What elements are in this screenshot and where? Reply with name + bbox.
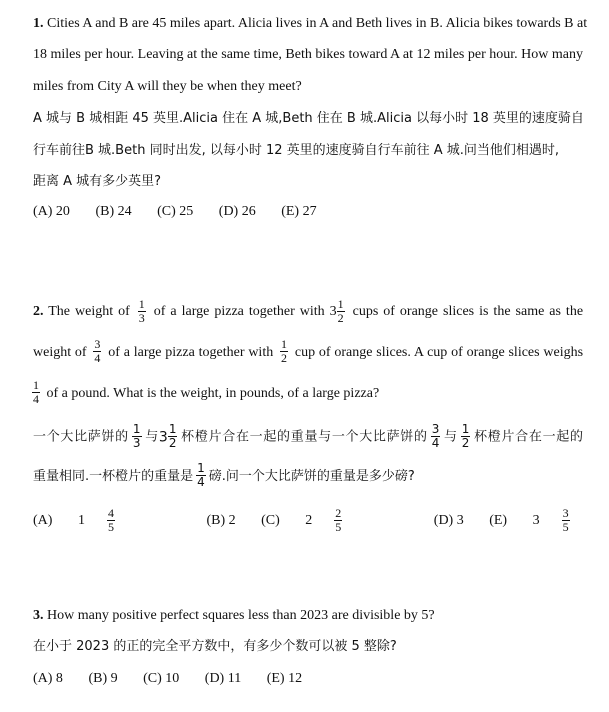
frac-num: 4	[107, 505, 114, 520]
mixed-three-and-half	[329, 296, 348, 325]
q2-en-text: of a pound. What is the weight, in pounds, of a large pizza?	[46, 386, 380, 401]
q1-option-d[interactable]: (D) 26	[218, 204, 256, 219]
q3-en-line-1	[33, 606, 583, 626]
q2-cn-line-2	[33, 461, 583, 493]
frac-den: 4	[33, 392, 39, 407]
frac-num: 3	[94, 337, 101, 352]
option-label: (A)	[33, 513, 53, 529]
q2-en-line-3	[29, 378, 579, 410]
fraction-one-third	[138, 298, 146, 325]
q1-text-line-1	[33, 14, 588, 34]
q2-en-line-2	[33, 337, 583, 369]
q3-cn-line-1: 在小于 2023 的正的完全平方数中，有多少个数可以被 5 整除?	[33, 639, 397, 654]
frac-num: 1	[132, 421, 141, 436]
fraction-one-third	[132, 423, 142, 450]
q3-options	[33, 669, 583, 689]
frac-den: 3	[138, 310, 145, 325]
q1-option-e[interactable]: (E) 27	[281, 204, 317, 219]
q2-option-d[interactable]: (D) 3	[433, 513, 464, 529]
q3-en-text: How many positive perfect squares less than 2023 are divisible by 5?	[47, 608, 435, 623]
mixed-whole: 1	[77, 513, 85, 528]
mixed-whole: 3	[329, 304, 337, 319]
mixed-three-and-half	[158, 421, 181, 450]
q2-cn-text: 一个大比萨饼的	[33, 429, 129, 445]
q1-option-c[interactable]: (C) 25	[157, 204, 194, 219]
q2-number: 2.	[33, 304, 44, 320]
q2-en-text: The weight of	[48, 304, 130, 320]
q2-en-text: of a large pizza together with	[108, 345, 274, 360]
frac-den: 5	[562, 519, 569, 534]
fraction-one-quarter	[196, 462, 206, 489]
frac-num: 1	[461, 421, 470, 436]
q2-option-b[interactable]: (B) 2	[206, 513, 236, 529]
q1-number: 1.	[33, 16, 44, 31]
q1-cn-line-1: A 城与 B 城相距 45 英里.Alicia 住在 A 城,Beth 住在 B 城.Alicia 以每小时 18 英里的速度骑自	[33, 111, 584, 126]
frac-den: 4	[197, 475, 205, 489]
q1-options	[33, 202, 583, 222]
frac-den: 5	[335, 519, 342, 534]
q3-option-c[interactable]: (C) 10	[143, 671, 180, 686]
q2-option-a[interactable]	[33, 505, 181, 537]
frac-den: 3	[132, 435, 141, 450]
option-label: (C)	[261, 513, 280, 529]
q1-option-b[interactable]: (B) 24	[95, 204, 132, 219]
frac-den: 5	[107, 519, 114, 534]
q2-en-text: cup of orange slices. A cup of orange slices weighs	[294, 345, 584, 360]
fraction-one-half	[280, 338, 288, 365]
mixed-whole: 3	[158, 429, 168, 445]
q3-option-e[interactable]: (E) 12	[266, 671, 303, 686]
q3-number: 3.	[33, 608, 44, 623]
frac-num: 1	[33, 378, 39, 393]
q2-options	[33, 505, 583, 537]
q2-en-text: of a large pizza together with	[153, 304, 325, 320]
mixed-whole: 3	[532, 513, 540, 528]
q1-option-a[interactable]: (A) 20	[33, 204, 70, 219]
fraction-three-quarters	[431, 423, 441, 450]
mixed-whole: 2	[305, 513, 313, 528]
frac-num: 3	[562, 505, 569, 520]
fraction-one-half	[461, 423, 471, 450]
frac-den: 4	[94, 351, 101, 366]
q2-cn-text: 杯橙片合在一起的	[473, 429, 583, 445]
q3-option-b[interactable]: (B) 9	[88, 671, 118, 686]
q2-cn-text: 重量相同.一杯橙片的重量是	[33, 469, 194, 484]
q2-cn-text: 与	[443, 429, 458, 445]
frac-den: 4	[431, 435, 440, 450]
q1-en-line-2: 18 miles per hour. Leaving at the same time, Beth bikes toward A at 12 miles per hour. How many	[33, 47, 583, 62]
q1-en-line-3: miles from City A will they be when they meet?	[33, 79, 302, 94]
frac-num: 1	[168, 421, 177, 436]
frac-num: 1	[138, 296, 145, 311]
frac-den: 2	[281, 351, 288, 366]
frac-den: 2	[461, 435, 470, 450]
q1-cn-line-2: 行车前往B 城.Beth 同时出发, 以每小时 12 英里的速度骑自行车前往 A 城.问当他们相遇时,	[33, 143, 560, 158]
q3-option-a[interactable]: (A) 8	[33, 671, 63, 686]
q2-cn-line-1	[33, 421, 583, 453]
frac-num: 1	[337, 296, 344, 311]
frac-num: 2	[335, 505, 342, 520]
q3-option-d[interactable]: (D) 11	[204, 671, 242, 686]
q2-en-text: weight of	[33, 345, 87, 360]
q2-option-c[interactable]	[261, 505, 408, 537]
option-label: (E)	[489, 513, 508, 529]
q1-cn-line-3: 距离 A 城有多少英里?	[33, 174, 162, 189]
frac-num: 1	[197, 461, 205, 475]
fraction-one-quarter	[32, 379, 40, 406]
q2-cn-text: 与	[144, 429, 159, 445]
q2-cn-text: 杯橙片合在一起的重量与一个大比萨饼的	[180, 429, 428, 445]
frac-den: 2	[168, 435, 177, 450]
frac-num: 1	[281, 337, 288, 352]
q2-en-text: cups of orange slices is the same as the	[352, 304, 584, 320]
q2-en-line-1	[33, 296, 583, 328]
frac-num: 3	[431, 421, 440, 436]
frac-den: 2	[337, 310, 344, 325]
q1-en-line-1: Cities A and B are 45 miles apart. Alicia lives in A and Beth lives in B. Alicia bikes towards B at	[47, 16, 588, 31]
q2-option-e[interactable]	[489, 505, 609, 537]
fraction-three-quarters	[93, 338, 101, 365]
q2-cn-text: 磅.问一个大比萨饼的重量是多少磅?	[208, 469, 415, 484]
